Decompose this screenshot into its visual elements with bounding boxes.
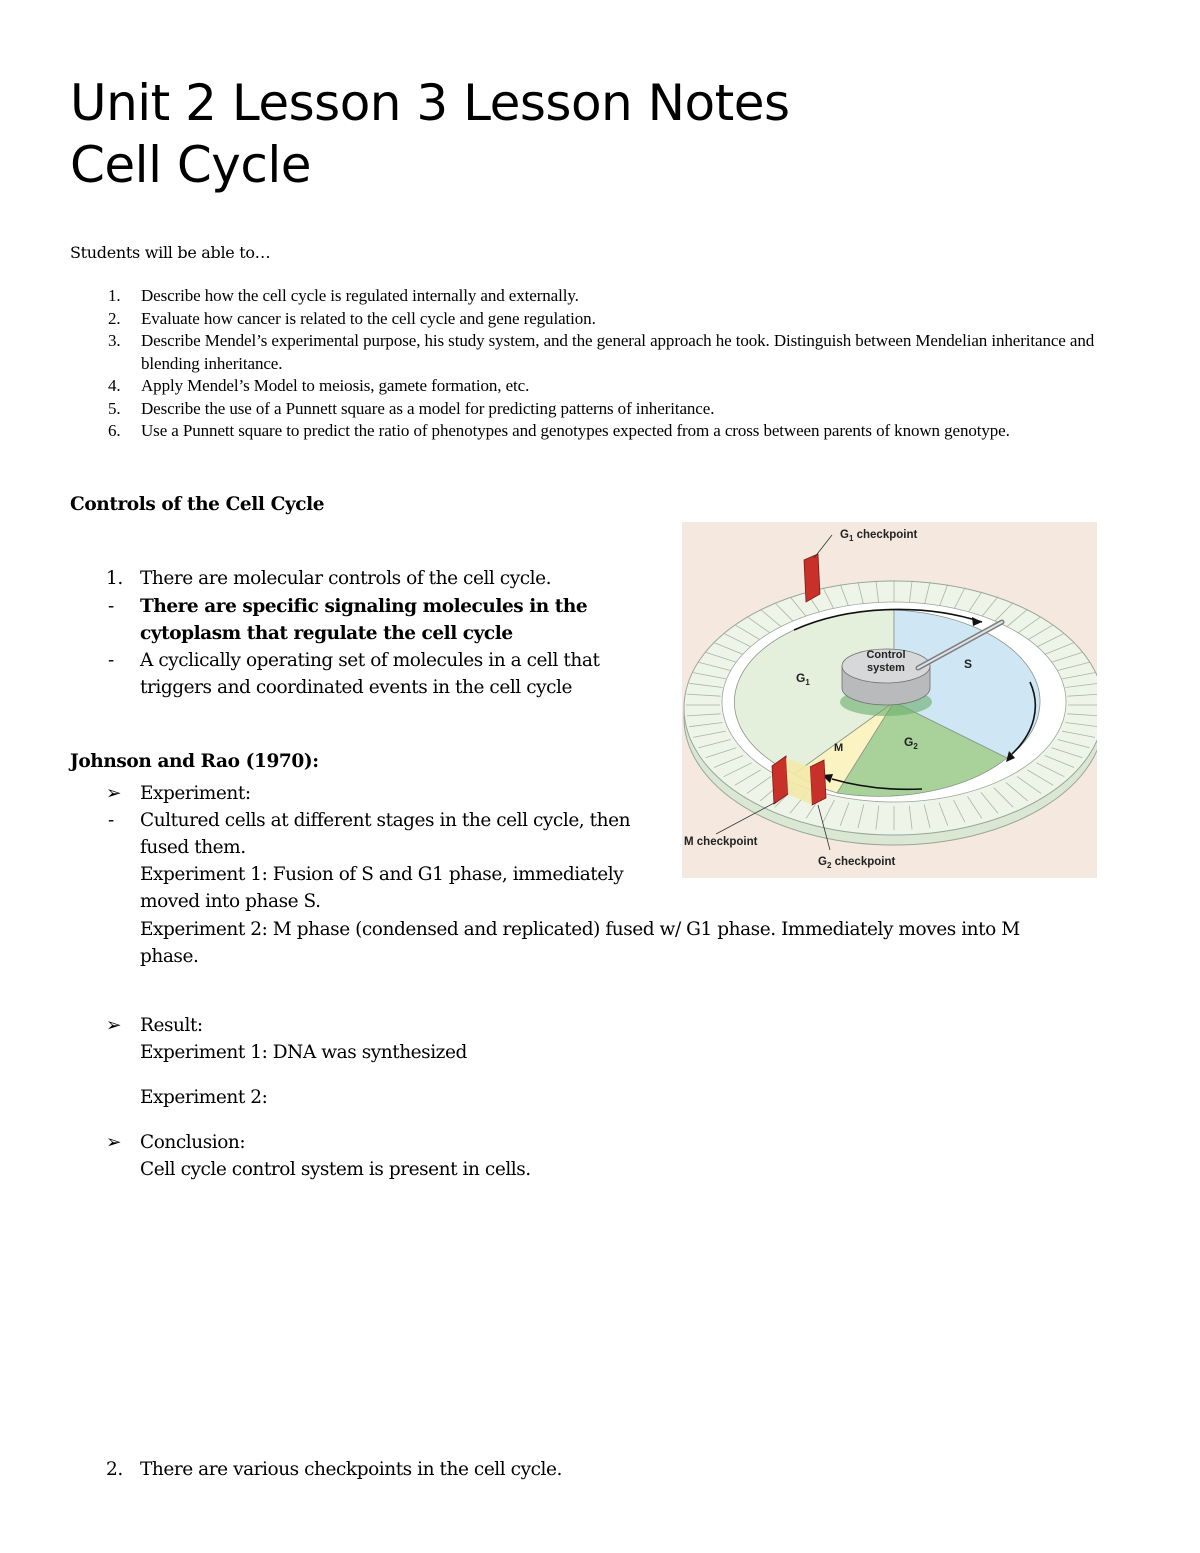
dash-bullet: - [108,650,114,671]
dash-bullet: - [108,810,114,831]
experiment-label: Experiment: [140,783,251,804]
johnson-heading: Johnson and Rao (1970): [70,751,319,772]
g2-checkpoint-label: $G_2$ checkpoint [818,856,896,870]
experiment1-line-2: moved into phase S. [140,891,321,912]
arrow-bullet: ➢ [106,1132,122,1153]
objective-text: Apply Mendel’s Model to meiosis, gamete formation, etc. [141,376,530,395]
objective-text: Describe Mendel’s experimental purpose, his study system, and the general approach he took. Distinguish between Mendelian inheritance and blending inheritance. [141,331,1095,373]
experiment2-line-1: Experiment 2: M phase (condensed and replicated) fused w/ G1 phase. Immediately moves into M [140,919,1020,940]
m-phase-label: M [834,742,844,754]
controls-line-3a: A cyclically operating set of molecules in a cell that [140,650,600,671]
objective-text: Evaluate how cancer is related to the cell cycle and gene regulation. [141,308,596,328]
objective-item: 5. Describe the use of a Punnett square as a model for predicting patterns of inheritance. [108,398,715,418]
bold-line-1: There are specific signaling molecules in the [140,596,588,617]
result-1: Experiment 1: DNA was synthesized [140,1042,467,1063]
g1-phase-label: $G_1$ [796,671,810,687]
cell-cycle-figure [682,522,1097,878]
bold-line-2: cytoplasm that regulate the cell cycle [140,623,513,644]
m-checkpoint-label: M checkpoint [684,836,758,848]
controls-line-3b: triggers and coordinated events in the cell cycle [140,677,572,698]
objective-item: 6. Use a Punnett square to predict the ratio of phenotypes and genotypes expected from a cross between parents of known genotype. [108,421,1010,440]
objectives-list [70,285,1100,443]
dash-bullet: - [108,596,114,617]
experiment-line-2: fused them. [140,837,246,858]
g1-checkpoint-label: $G_1$ checkpoint [840,529,918,543]
experiment1-line-1: Experiment 1: Fusion of S and G1 phase, immediately [140,864,624,885]
g1-checkpoint-barrier [804,554,820,602]
objective-item: 2. Evaluate how cancer is related to the cell cycle and gene regulation. [108,308,596,328]
item-2-text: There are various checkpoints in the cell cycle. [140,1459,562,1480]
intro-text: Students will be able to… [70,243,271,262]
control-system-label-2: system [867,662,905,674]
objective-item: 3. Describe Mendel’s experimental purpose, his study system, and the general approach he took. Distinguish between Mendelian inheritance and blending inheritance. [108,331,1095,373]
objective-text: Describe how the cell cycle is regulated internally and externally. [141,286,579,305]
experiment-line-1: Cultured cells at different stages in the cell cycle, then [140,810,631,831]
controls-heading: Controls of the Cell Cycle [70,494,325,515]
g2-checkpoint-barrier [810,760,826,805]
objective-text: Describe the use of a Punnett square as a model for predicting patterns of inheritance. [141,398,715,418]
item-number: 2. [106,1459,123,1480]
item-number: 1. [106,568,123,589]
title-line-1: Unit 2 Lesson 3 Lesson Notes [70,74,790,132]
arrow-bullet: ➢ [106,783,122,804]
objective-text: Use a Punnett square to predict the ratio of phenotypes and genotypes expected from a cross between parents of known genotype. [141,421,1010,440]
objective-item: 4. Apply Mendel’s Model to meiosis, gamete formation, etc. [108,376,530,395]
objective-item: 1. Describe how the cell cycle is regulated internally and externally. [108,286,579,305]
result-2: Experiment 2: [140,1087,268,1108]
page-title [70,72,790,196]
conclusion-label: Conclusion: [140,1132,246,1153]
arrow-bullet: ➢ [106,1015,122,1036]
title-line-2: Cell Cycle [70,136,311,194]
control-system-label-1: Control [866,649,906,661]
experiment2-line-2: phase. [140,946,199,967]
g2-phase-label: $G_2$ [904,735,918,751]
conclusion-text: Cell cycle control system is present in cells. [140,1159,531,1180]
cell-cycle-diagram [682,522,1097,878]
controls-item-1: There are molecular controls of the cell cycle. [140,568,552,589]
result-label: Result: [140,1015,203,1036]
s-phase-label: S [964,657,973,671]
